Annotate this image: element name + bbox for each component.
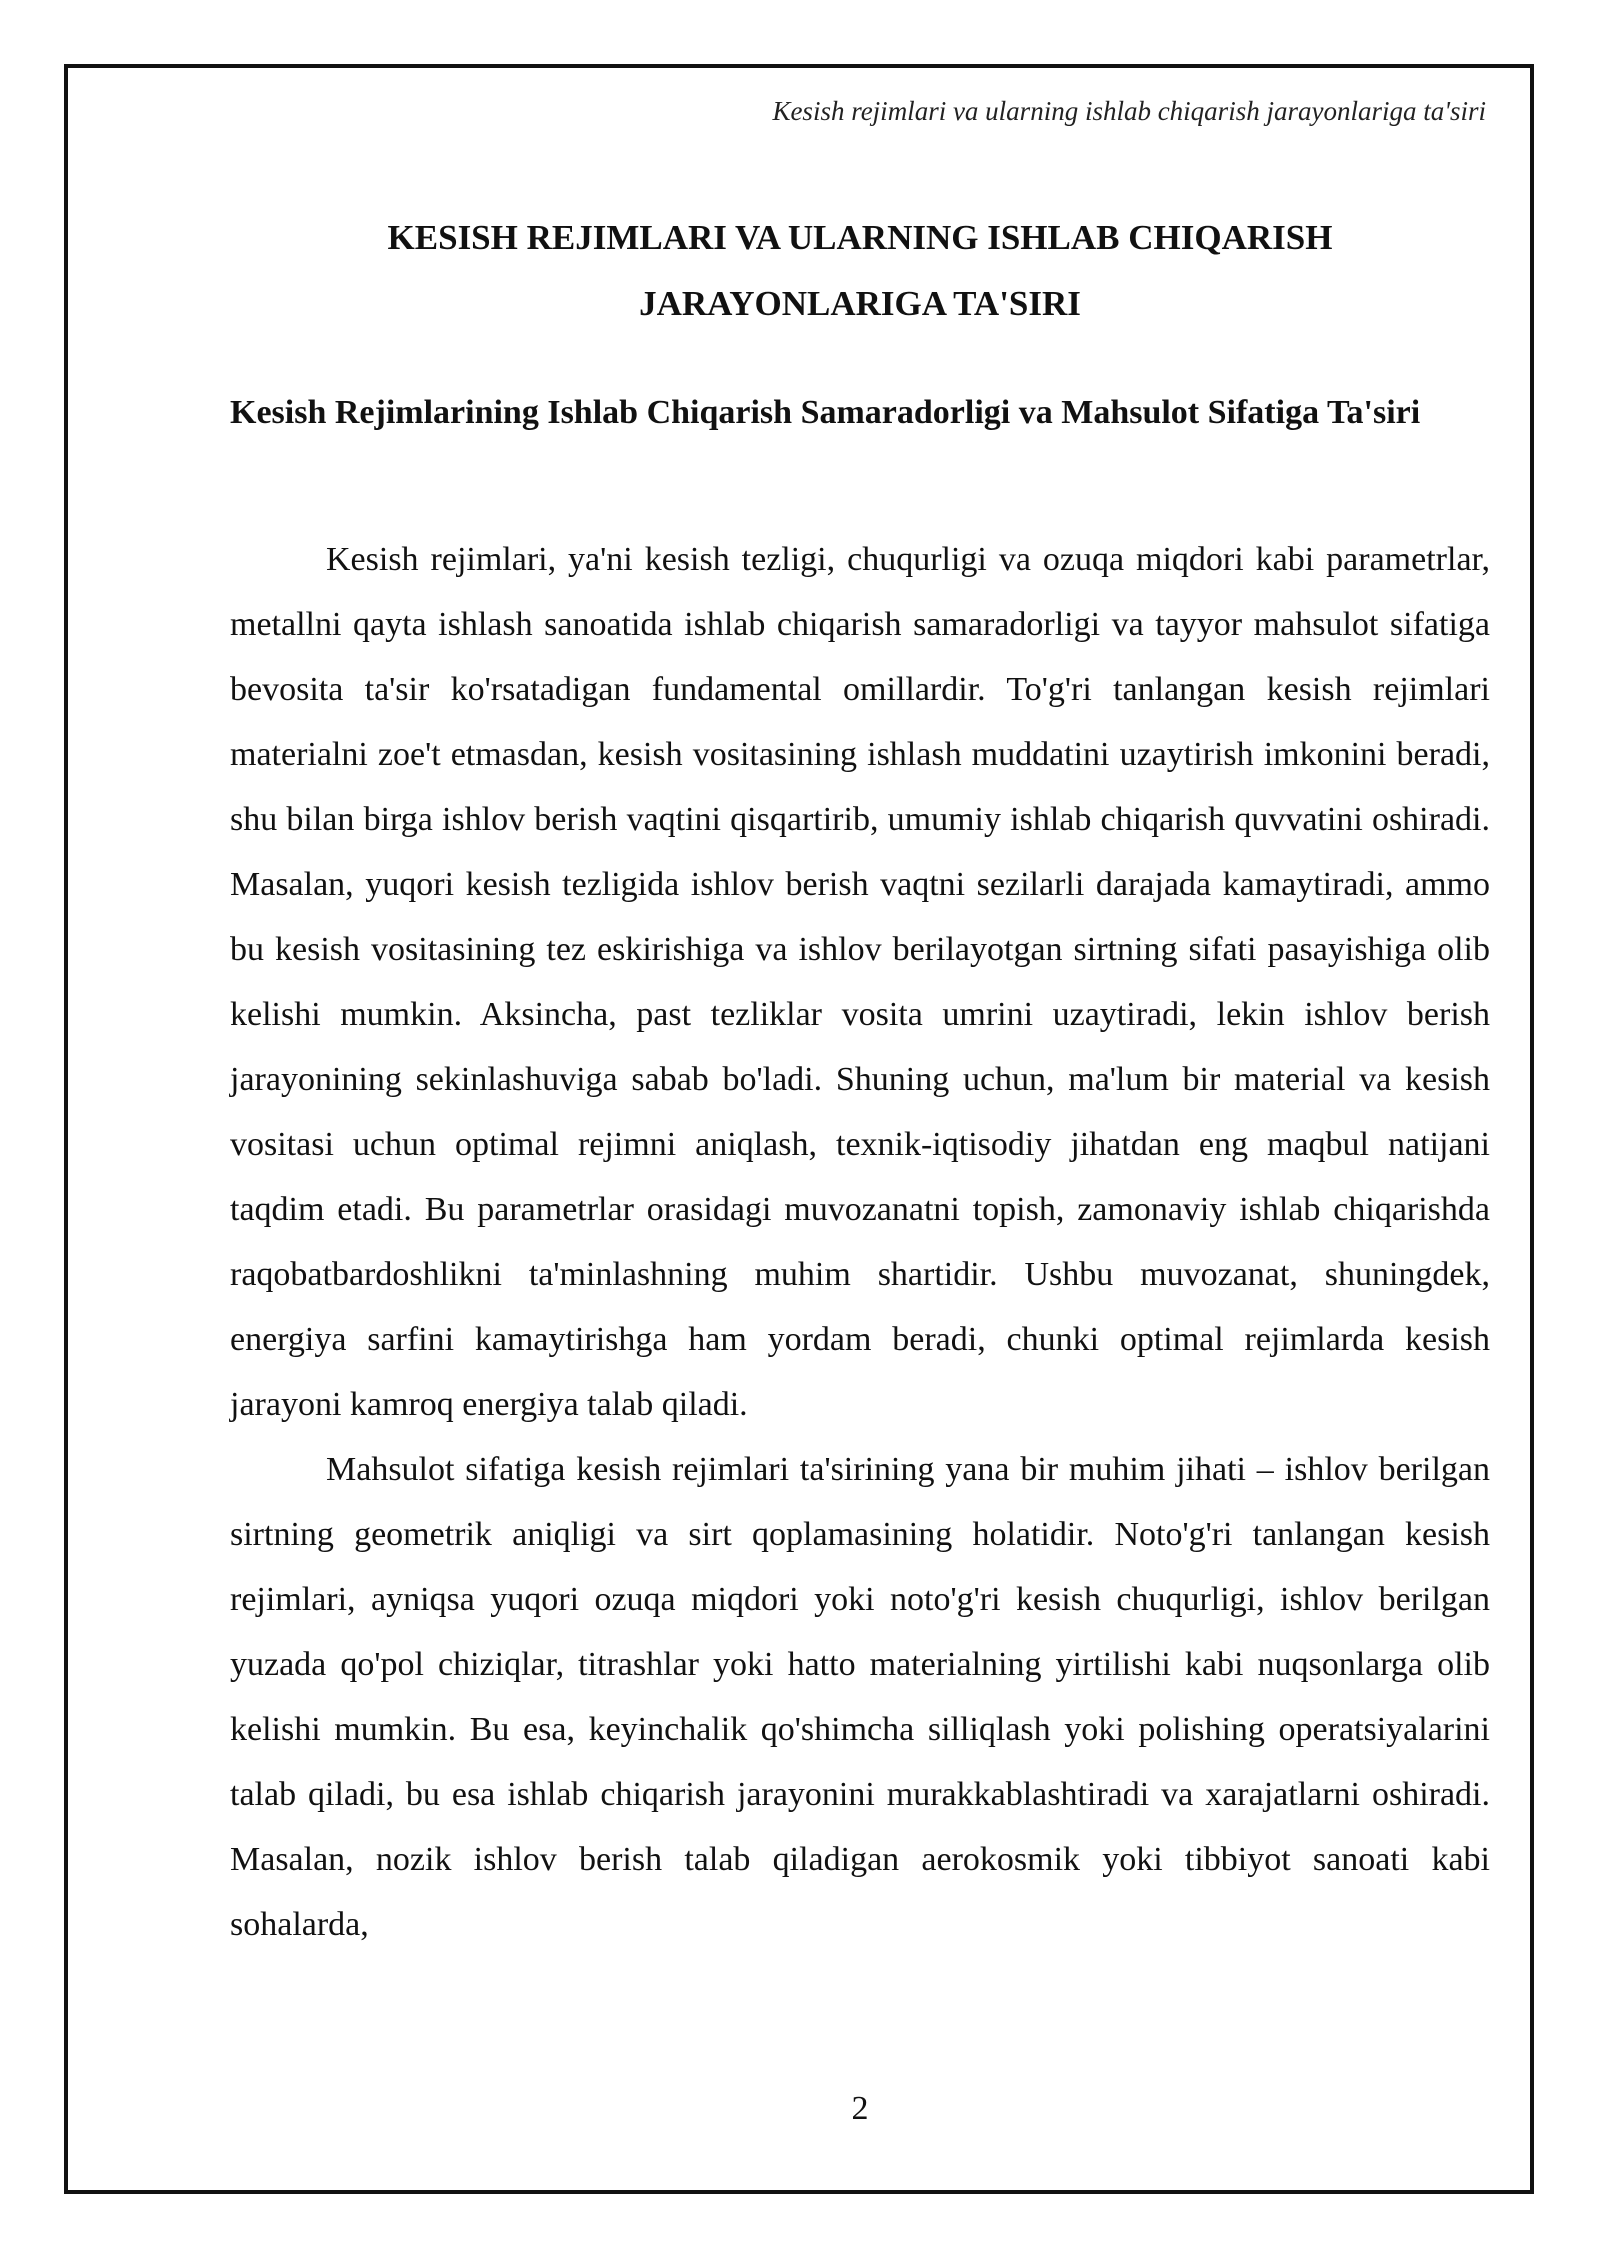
page-number: 2: [851, 2090, 869, 2127]
paragraph: Mahsulot sifatiga kesish rejimlari ta'sirining yana bir muhim jihati – ishlov berilgan sirtning geometrik aniqligi va sirt qoplamasining holatidir. Noto'g'ri tanlangan kesish rejimlari, ayniqsa yuqori ozuqa miqdori yoki noto'g'ri kesish chuqurligi, ishlov berilgan yuzada qo'pol chiziqlar, titrashlar yoki hatto materialning yirtilishi kabi nuqsonlarga olib kelishi mumkin. Bu esa, keyinchalik qo'shimcha silliqlash yoki polishing operatsiyalarini talab qiladi, bu esa ishlab chiqarish jarayonini murakkablashtiradi va xarajatlarni oshiradi. Masalan, nozik ishlov berish talab qiladigan aerokosmik yoki tibbiyot sanoati kabi sohalarda,: [230, 1451, 1490, 1943]
running-header: Kesish rejimlari va ularning ishlab chiqarish jarayonlariga ta'siri: [772, 96, 1486, 126]
paragraph: Kesish rejimlari, ya'ni kesish tezligi, chuqurligi va ozuqa miqdori kabi parametrlar, metallni qayta ishlash sanoatida ishlab chiqarish samaradorligi va tayyor mahsulot sifatiga bevosita ta'sir ko'rsatadigan fundamental omillardir. To'g'ri tanlangan kesish rejimlari materialni zoe't etmasdan, kesish vositasining ishlash muddatini uzaytirish imkonini beradi, shu bilan birga ishlov berish vaqtini qisqartirib, umumiy ishlab chiqarish quvvatini oshiradi. Masalan, yuqori kesish tezligida ishlov berish vaqtni sezilarli darajada kamaytiradi, ammo bu kesish vositasining tez eskirishiga va ishlov berilayotgan sirtning sifati pasayishiga olib kelishi mumkin. Aksincha, past tezliklar vosita umrini uzaytiradi, lekin ishlov berish jarayonining sekinlashuviga sabab bo'ladi. Shuning uchun, ma'lum bir material va kesish vositasi uchun optimal rejimni aniqlash, texnik-iqtisodiy jihatdan eng maqbul natijani taqdim etadi. Bu parametrlar orasidagi muvozanatni topish, zamonaviy ishlab chiqarishda raqobatbardoshlikni ta'minlashning muhim shartidir. Ushbu muvozanat, shuningdek, energiya sarfini kamaytirishga ham yordam beradi, chunki optimal rejimlarda kesish jarayoni kamroq energiya talab qiladi.: [230, 541, 1490, 1423]
section-heading: Kesish Rejimlarining Ishlab Chiqarish Samaradorligi va Mahsulot Sifatiga Ta'siri: [230, 394, 1421, 431]
document-title: KESISH REJIMLARI VA ULARNING ISHLAB CHIQARISH JARAYONLARIGA TA'SIRI: [387, 218, 1333, 323]
body-text: [230, 527, 1490, 1957]
